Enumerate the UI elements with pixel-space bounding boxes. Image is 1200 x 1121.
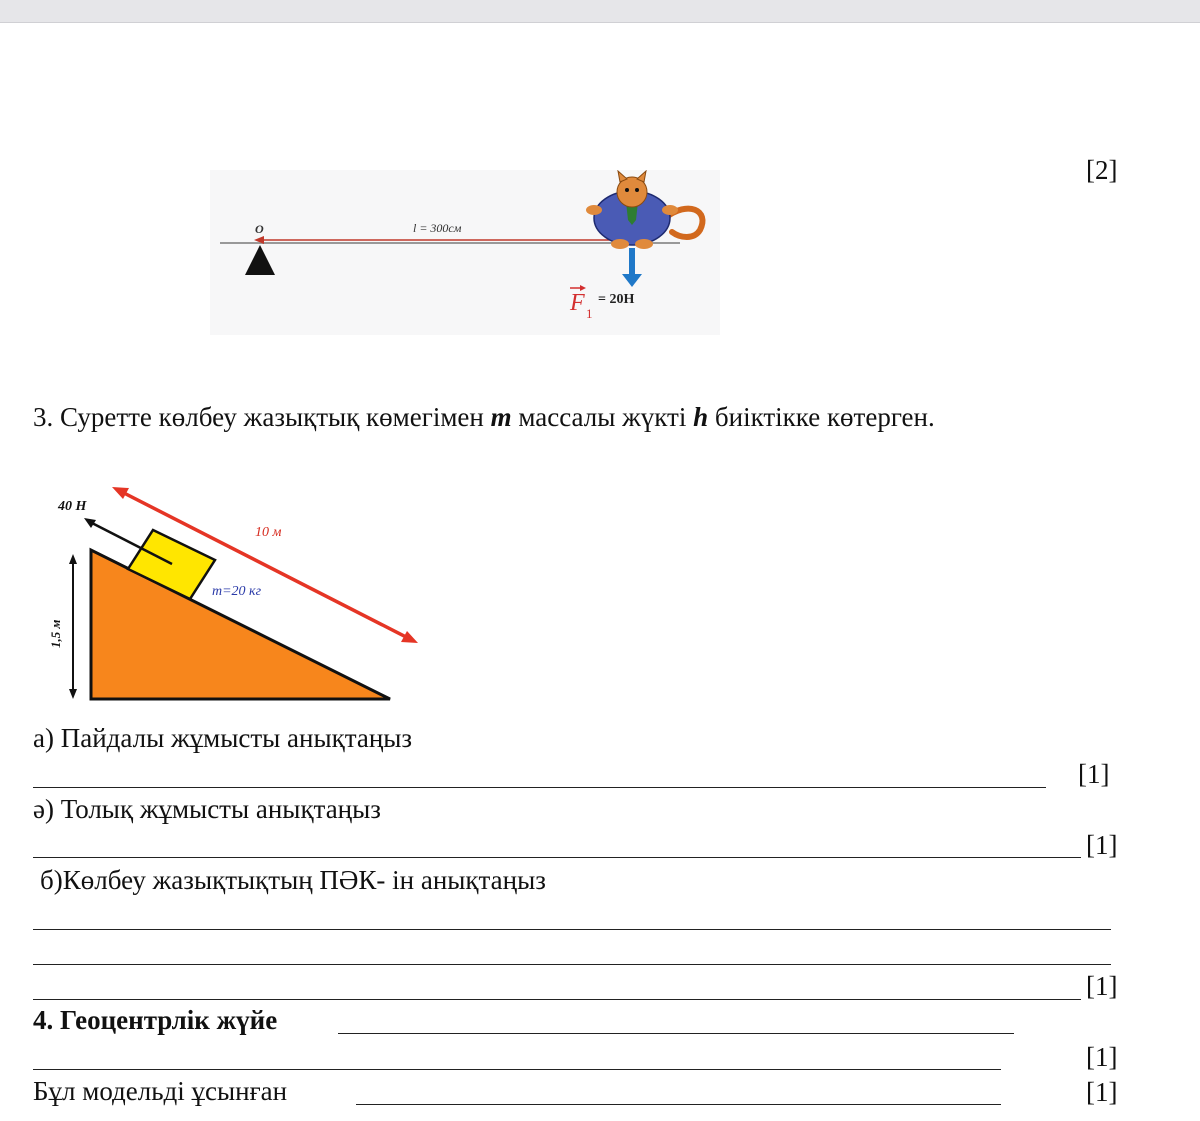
- viewer-top-bar: [0, 0, 1200, 23]
- task-ae-answer-line[interactable]: [33, 857, 1081, 858]
- force-subscript: 1: [586, 306, 593, 321]
- score-previous-task: [2]: [1086, 155, 1118, 185]
- lever-length-label: l = 300см: [413, 221, 462, 235]
- question-4-answer-line-1[interactable]: [338, 1033, 1014, 1034]
- task-b-answer-line-1[interactable]: [33, 929, 1111, 930]
- force-arrow-shaft: [629, 248, 635, 276]
- task-a-label: а) Пайдалы жұмысты анықтаңыз: [33, 723, 413, 753]
- task-b-answer-line-2[interactable]: [33, 964, 1111, 965]
- proposer-label: Бұл модельді ұсынған: [33, 1076, 288, 1106]
- question-4-score-2: [1]: [1086, 1077, 1118, 1107]
- inclined-plane-figure: [30, 478, 430, 708]
- task-ae-score: [1]: [1086, 830, 1118, 860]
- lever-figure: [210, 170, 720, 335]
- mass-symbol: m: [490, 402, 512, 432]
- height-label: 1,5 м: [48, 619, 63, 648]
- slope-length-label: 10 м: [255, 525, 282, 540]
- pivot-label: O: [255, 222, 264, 236]
- task-ae-label: ә) Толық жұмысты анықтаңыз: [33, 794, 381, 824]
- height-symbol: h: [693, 402, 709, 432]
- pull-force-label: 40 Н: [58, 499, 87, 514]
- task-b-answer-line-3[interactable]: [33, 999, 1081, 1000]
- proposer-answer-line[interactable]: [356, 1104, 1001, 1105]
- task-b-label: б)Көлбеу жазықтықтың ПӘК- ін анықтаңыз: [40, 865, 546, 895]
- task-a-score: [1]: [1078, 759, 1110, 789]
- question-4-label: 4. Геоцентрлік жүйе: [33, 1005, 278, 1035]
- question-3-text: 3. Суретте көлбеу жазықтық көмегімен m массалы жүкті h биіктікке көтерген.: [33, 402, 935, 432]
- force-symbol: F: [570, 290, 585, 316]
- task-a-answer-line[interactable]: [33, 787, 1046, 788]
- task-b-score: [1]: [1086, 971, 1118, 1001]
- question-number: 3.: [33, 402, 54, 432]
- mass-label: m=20 кг: [212, 584, 262, 599]
- question-4-answer-line-2[interactable]: [33, 1069, 1001, 1070]
- question-4-score-1: [1]: [1086, 1042, 1118, 1072]
- force-value: = 20Н: [598, 292, 635, 307]
